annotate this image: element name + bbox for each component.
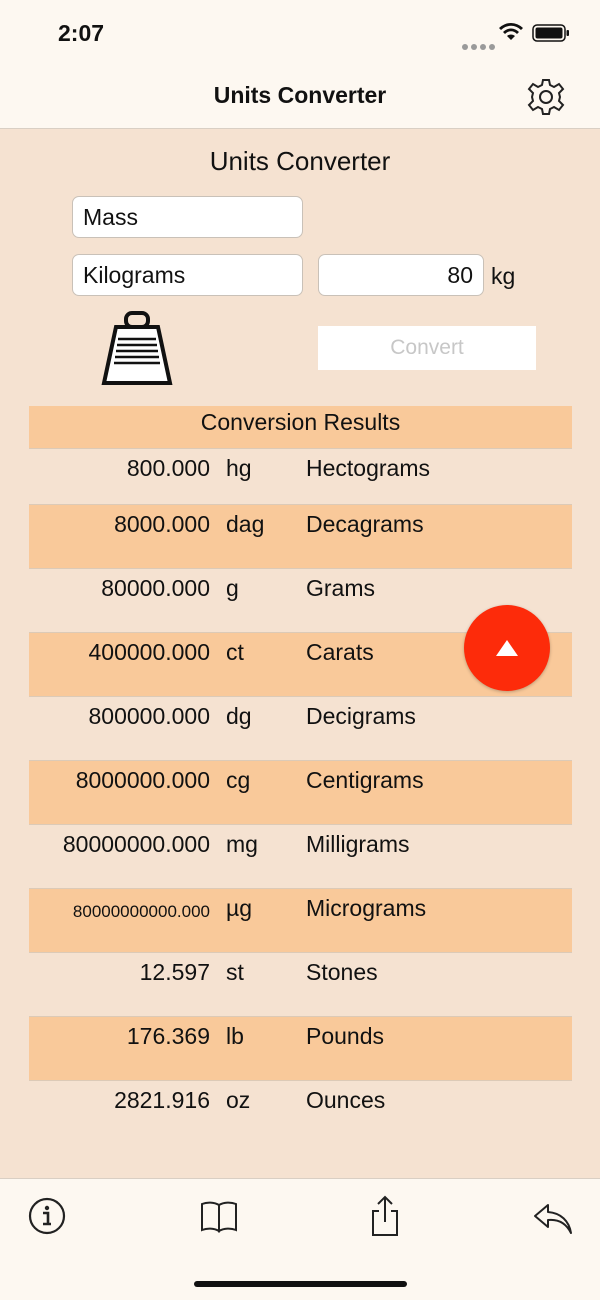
result-value: 80000.000 xyxy=(101,575,210,601)
result-unit-name: Decagrams xyxy=(306,511,424,537)
result-abbr: µg xyxy=(226,895,253,921)
result-value: 176.369 xyxy=(126,1023,210,1049)
result-abbr: lb xyxy=(226,1023,244,1049)
home-indicator xyxy=(194,1281,407,1287)
result-value: 12.597 xyxy=(139,959,210,985)
category-field[interactable]: Mass xyxy=(72,196,303,238)
result-unit-name: Hectograms xyxy=(306,455,430,481)
result-abbr: cg xyxy=(226,767,251,793)
status-bar xyxy=(0,0,600,64)
result-value: 80000000000.000 xyxy=(72,902,210,921)
reply-icon[interactable] xyxy=(532,1203,574,1235)
table-row xyxy=(29,824,572,888)
result-unit-name: Pounds xyxy=(306,1023,385,1049)
cellular-signal-icon xyxy=(462,37,498,55)
result-value: 800000.000 xyxy=(88,703,210,729)
nav-title: Units Converter xyxy=(213,82,387,108)
status-time: 2:07 xyxy=(58,20,105,46)
result-abbr: oz xyxy=(226,1087,251,1113)
page-title: Units Converter xyxy=(209,146,391,176)
result-abbr: mg xyxy=(226,831,258,857)
result-abbr: st xyxy=(226,959,244,985)
book-icon[interactable] xyxy=(200,1199,238,1235)
table-row xyxy=(29,696,572,760)
result-unit-name: Grams xyxy=(306,575,375,601)
result-abbr: ct xyxy=(226,639,244,665)
result-abbr: dag xyxy=(226,511,265,537)
convert-button[interactable]: Convert xyxy=(318,326,536,370)
results-table xyxy=(29,406,572,1144)
result-unit-name: Decigrams xyxy=(306,703,416,729)
share-icon[interactable] xyxy=(370,1195,400,1237)
result-abbr: g xyxy=(226,575,239,601)
table-row xyxy=(29,448,572,504)
result-value: 400000.000 xyxy=(88,639,210,665)
gear-icon[interactable] xyxy=(526,77,566,117)
table-row xyxy=(29,888,572,952)
result-value: 8000000.000 xyxy=(75,767,210,793)
value-input[interactable]: 80 xyxy=(318,254,484,296)
bottom-toolbar xyxy=(0,1178,600,1300)
result-value: 8000.000 xyxy=(114,511,210,537)
wifi-icon xyxy=(498,22,524,42)
result-unit-name: Milligrams xyxy=(306,831,410,857)
triangle-up-icon xyxy=(495,639,519,657)
result-abbr: dg xyxy=(226,703,252,729)
unit-field[interactable]: Kilograms xyxy=(72,254,303,296)
table-row xyxy=(29,952,572,1016)
weight-icon xyxy=(100,311,174,385)
table-row xyxy=(29,1016,572,1080)
result-value: 2821.916 xyxy=(114,1087,210,1113)
scroll-top-button[interactable] xyxy=(464,605,550,691)
result-abbr: hg xyxy=(226,455,252,481)
result-unit-name: Carats xyxy=(306,639,374,665)
results-header: Conversion Results xyxy=(29,406,572,448)
result-unit-name: Stones xyxy=(306,959,378,985)
result-unit-name: Ounces xyxy=(306,1087,386,1113)
navigation-bar xyxy=(0,64,600,129)
table-row xyxy=(29,504,572,568)
battery-icon xyxy=(532,24,570,42)
info-icon[interactable] xyxy=(28,1197,66,1235)
table-row xyxy=(29,1080,572,1144)
result-value: 80000000.000 xyxy=(62,831,210,857)
result-value: 800.000 xyxy=(126,455,210,481)
result-unit-name: Centigrams xyxy=(306,767,424,793)
unit-symbol-label: kg xyxy=(491,263,516,289)
result-unit-name: Micrograms xyxy=(306,895,427,921)
table-row xyxy=(29,760,572,824)
